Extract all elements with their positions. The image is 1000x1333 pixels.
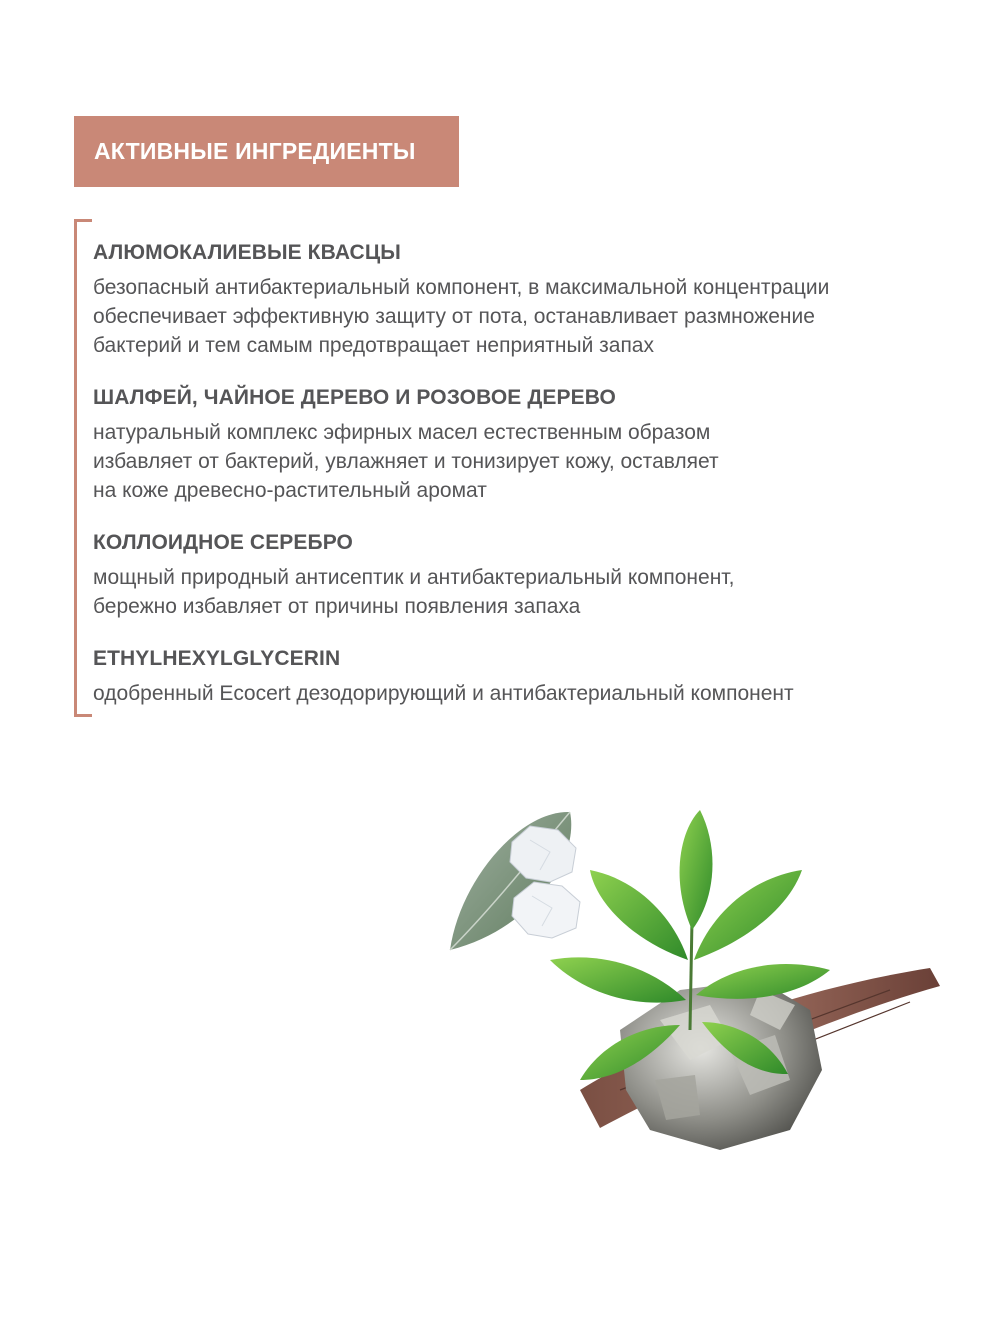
ingredient-list bbox=[93, 238, 973, 731]
ingredient-essential-oils bbox=[93, 383, 973, 505]
ingredient-description bbox=[93, 563, 973, 621]
description-line: мощный природный антисептик и антибактериальный компонент, bbox=[93, 566, 735, 589]
description-line: бережно избавляет от причины появления запаха bbox=[93, 595, 581, 618]
description-line: натуральный комплекс эфирных масел естественным образом bbox=[93, 421, 711, 444]
ingredient-description bbox=[93, 418, 973, 505]
ingredient-description bbox=[93, 273, 973, 360]
ingredient-name: КОЛЛОИДНОЕ СЕРЕБРО bbox=[93, 531, 353, 554]
ingredient-name: ETHYLHEXYLGLYCERIN bbox=[93, 647, 341, 670]
description-line: избавляет от бактерий, увлажняет и тонизирует кожу, оставляет bbox=[93, 450, 719, 473]
ingredients-illustration bbox=[430, 790, 950, 1210]
section-header-banner bbox=[74, 116, 459, 187]
ingredient-description bbox=[93, 679, 973, 708]
description-line: на коже древесно-растительный аромат bbox=[93, 479, 487, 502]
ingredient-name: АЛЮМОКАЛИЕВЫЕ КВАСЦЫ bbox=[93, 241, 401, 264]
list-bracket-decoration bbox=[74, 219, 92, 717]
description-line: бактерий и тем самым предотвращает неприятный запах bbox=[93, 334, 654, 357]
pyrite-mineral-icon bbox=[620, 980, 822, 1150]
section-title: АКТИВНЫЕ ИНГРЕДИЕНТЫ bbox=[94, 138, 416, 164]
ingredient-colloidal-silver bbox=[93, 528, 973, 621]
description-line: безопасный антибактериальный компонент, в максимальной концентрации bbox=[93, 276, 830, 299]
ingredient-alum bbox=[93, 238, 973, 360]
ingredient-ethylhexylglycerin bbox=[93, 644, 973, 708]
description-line: обеспечивает эффективную защиту от пота, останавливает размножение bbox=[93, 305, 815, 328]
description-line: одобренный Ecocert дезодорирующий и антибактериальный компонент bbox=[93, 682, 794, 705]
ingredient-name: ШАЛФЕЙ, ЧАЙНОЕ ДЕРЕВО И РОЗОВОЕ ДЕРЕВО bbox=[93, 386, 616, 409]
